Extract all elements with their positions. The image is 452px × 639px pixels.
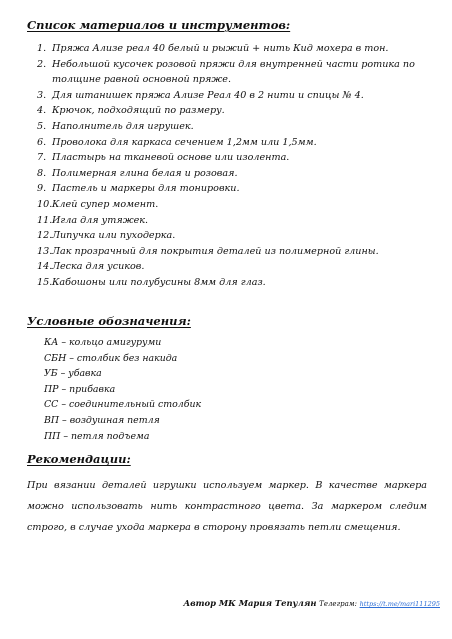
list-item (0, 275, 422, 291)
item-text: Липучка или пуходерка. (52, 230, 176, 242)
legend-item: ВП – воздушная петля (44, 414, 160, 426)
telegram-label: Телеграм: (319, 600, 357, 608)
list-item (0, 244, 422, 260)
item-number: 12. (37, 230, 53, 242)
item-text: Полимерная глина белая и розовая. (52, 167, 238, 179)
item-number: 13. (37, 245, 53, 257)
list-item (0, 213, 422, 229)
list-item (0, 166, 422, 182)
item-number: 15. (37, 276, 53, 288)
item-text: Проволока для каркаса сечением 1,2мм или 1,5мм. (52, 136, 317, 148)
item-text: Лак прозрачный для покрытия деталей из полимерной глины. (52, 245, 379, 257)
item-number: 2. (37, 58, 47, 70)
list-item (0, 197, 422, 213)
legend-title: Условные обозначения: (27, 314, 191, 328)
item-text: Леска для усиков. (52, 261, 145, 273)
list-item (0, 41, 422, 57)
list-item (0, 135, 422, 151)
legend-item: СБН – столбик без накида (44, 352, 178, 364)
legend-item: УБ – убавка (44, 368, 102, 380)
item-number: 5. (37, 120, 47, 132)
author-credit: Автор МК Мария Тепулян (183, 598, 317, 608)
materials-title: Список материалов и инструментов: (27, 18, 291, 32)
footer (0, 598, 440, 608)
item-text: Пластырь на тканевой основе или изолента. (52, 152, 290, 164)
legend-item: ПР – прибавка (44, 383, 116, 395)
telegram-link[interactable]: https://t.me/mari111295 (359, 600, 440, 608)
item-text: Клей супер момент. (52, 198, 159, 210)
item-text: Наполнитель для игрушек. (52, 120, 194, 132)
item-text: Пряжа Ализе реал 40 белый и рыжий + нить Кид мохера в тон. (52, 43, 389, 54)
legend-item: СС – соединительный столбик (44, 399, 202, 411)
list-item (0, 103, 422, 119)
item-number: 14. (37, 261, 53, 273)
materials-list (0, 41, 452, 291)
list-item (0, 228, 422, 244)
item-text: Пастель и маркеры для тонировки. (52, 183, 240, 195)
item-number: 11. (37, 214, 53, 226)
item-number: 6. (37, 136, 47, 148)
legend-item: КА – кольцо амигуруми (44, 337, 162, 348)
list-item (0, 181, 422, 197)
item-text: Небольшой кусочек розовой пряжи для внутренней части ротика по толщине равной основной пряже. (52, 58, 415, 86)
recommendations-title: Рекомендации: (27, 452, 131, 466)
item-text: Для штанишек пряжа Ализе Реал 40 в 2 нити и спицы № 4. (52, 89, 364, 101)
list-item (0, 259, 422, 275)
item-number: 9. (37, 183, 47, 195)
item-text: Игла для утяжек. (52, 214, 149, 226)
recommendations-text: При вязании деталей игрушки используем маркер. В качестве маркера можно использовать нить контрастного цвета. За маркером следим строго, в случае ухода маркера в сторону провязать петли смещения. (27, 480, 427, 533)
list-item (0, 88, 422, 104)
item-number: 8. (37, 167, 47, 179)
item-text: Крючок, подходящий по размеру. (52, 105, 225, 117)
list-item (0, 119, 422, 135)
list-item (0, 57, 422, 88)
item-text: Кабошоны или полубусины 8мм для глаз. (52, 276, 266, 288)
legend-item: ПП – петля подъема (44, 430, 150, 442)
list-item (0, 150, 422, 166)
item-number: 4. (37, 105, 47, 117)
item-number: 3. (37, 89, 47, 101)
item-number: 7. (37, 152, 47, 164)
legend-list (44, 335, 201, 444)
item-number: 10. (37, 198, 53, 210)
item-number: 1. (37, 43, 47, 54)
